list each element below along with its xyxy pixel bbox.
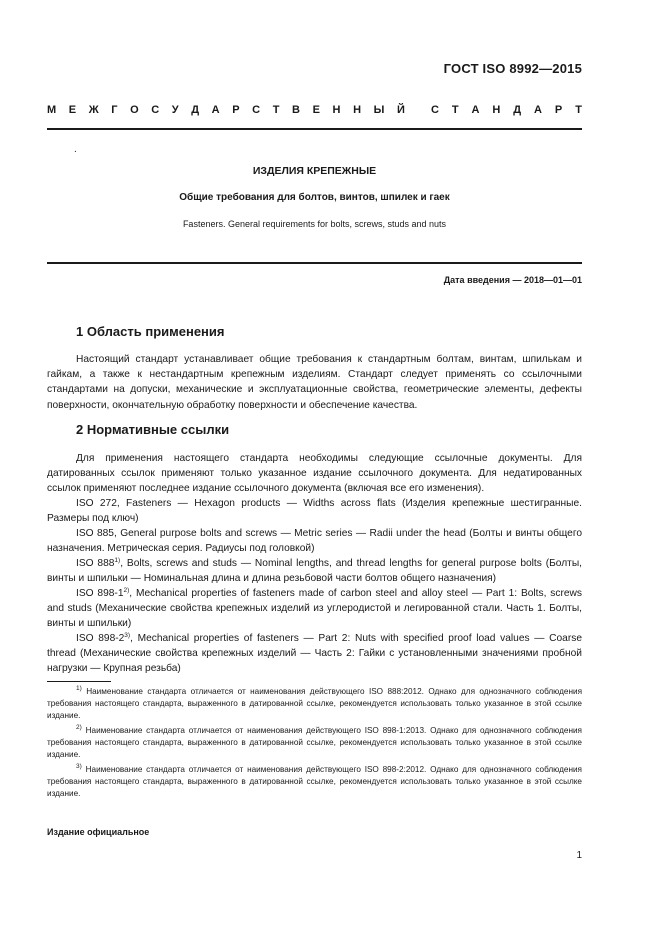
title-divider (47, 262, 582, 264)
section-2-intro: Для применения настоящего стандарта необходимы следующие ссылочные документы. Для датированных ссылок применяют только указанное издание ссылочного документа. Для недатированных ссылок применяют последнее издание ссылочного документа (включая все его изменения). (47, 453, 582, 495)
banner-letter: Н (332, 104, 341, 116)
reference-item (47, 556, 582, 586)
section-1-heading: 1 Область применения (76, 324, 225, 339)
reference-item (47, 631, 582, 677)
title-english: Fasteners. General requirements for bolts, screws, studs and nuts (182, 219, 447, 229)
section-2-heading: 2 Нормативные ссылки (76, 422, 230, 437)
banner-letter: Й (396, 104, 405, 116)
subtitle-russian: Общие требования для болтов, винтов, шпилек и гаек (179, 192, 450, 203)
standard-type-banner (47, 104, 582, 116)
banner-letter: Е (68, 104, 77, 116)
footnote-mark: 3) (76, 763, 82, 770)
banner-letter: Д (513, 104, 522, 116)
banner-letter: Ж (88, 104, 99, 116)
footnote-marker[interactable]: 3) (124, 632, 131, 639)
reference-text: , Bolts, screws and studs — Nominal lengths, and thread lengths for general purpose bolts (Болты, винты и шпильки — Номинальная длина и длина резьбовой части болтов общего назначения) (47, 558, 582, 585)
footnote-divider (47, 681, 111, 682)
official-edition-label: Издание официальное (47, 827, 150, 837)
footnote-mark: 1) (76, 685, 82, 692)
reference-item (47, 586, 582, 632)
banner-letter: О (130, 104, 139, 116)
reference-item (47, 526, 582, 556)
banner-letter: Н (353, 104, 362, 116)
banner-letter: Р (232, 104, 240, 116)
reference-text: ISO 885, General purpose bolts and screws — Metric series — Radii under the head (Болты и винты общего назначения. Метрическая серия. Радиусы под головкой) (47, 528, 582, 555)
banner-letter: Д (191, 104, 200, 116)
banner-letter: Р (554, 104, 563, 116)
marker-dot: . (74, 144, 77, 155)
banner-letter: С (252, 104, 261, 116)
page-number: 1 (576, 850, 582, 861)
banner-letter: Г (111, 104, 118, 116)
banner-letter: У (171, 104, 179, 116)
reference-text: ISO 888 (76, 558, 115, 569)
footnote-text: Наименование стандарта отличается от наименования действующего ISO 898-2:2012. Однако для однозначного соблюдения требования настоящего стандарта, выраженного в датированной ссылке, рекомендуется использовать только указанное в этой ссылке издание. (47, 765, 582, 799)
footnote-mark: 2) (76, 724, 82, 731)
banner-letter: А (534, 104, 542, 116)
footnote-marker[interactable]: 2) (123, 587, 130, 594)
banner-letter: С (151, 104, 160, 116)
standard-type-word-1 (47, 104, 405, 116)
footnote (47, 764, 582, 801)
banner-letter: А (211, 104, 220, 116)
header-divider (47, 128, 582, 130)
banner-letter: М (47, 104, 57, 116)
title-russian: ИЗДЕЛИЯ КРЕПЕЖНЫЕ (252, 165, 377, 177)
banner-letter: Н (492, 104, 501, 116)
document-number: ГОСТ ISO 8992—2015 (443, 61, 582, 76)
reference-text: , Mechanical properties of fasteners — Part 2: Nuts with specified proof load values — Coarse thread (Механические свойства крепежных изделий — Часть 2: Гайки с установленными значениями пробной нагрузки — Крупная резьба) (47, 633, 582, 675)
reference-item (47, 496, 582, 526)
banner-letter: В (292, 104, 300, 116)
reference-text: ISO 272, Fasteners — Hexagon products — Widths across flats (Изделия крепежные шестигранные. Размеры под ключ) (47, 498, 582, 525)
section-1-text: Настоящий стандарт устанавливает общие требования к стандартным болтам, винтам, шпилькам и гайкам, а также к нестандартным крепежным изделиям. Стандарт следует применять со ссылочными стандартами на допуски, механические и эксплуатационные свойства, геометрические элементы, дефекты поверхности, окончательную обработку поверхности и обеспечение качества. (47, 354, 582, 411)
banner-letter: Т (272, 104, 280, 116)
introduction-date: Дата введения — 2018—01—01 (443, 275, 582, 285)
banner-letter: Т (575, 104, 582, 116)
banner-letter: Ы (373, 104, 385, 116)
banner-letter: С (431, 104, 439, 116)
footnote-text: Наименование стандарта отличается от наименования действующего ISO 888:2012. Однако для однозначного соблюдения требования настоящего стандарта, выраженного в датированной ссылке, рекомендуется использовать только указанное в этой ссылке издание. (47, 687, 582, 721)
footnote (47, 686, 582, 723)
standard-type-word-2 (431, 104, 582, 116)
reference-text: ISO 898-2 (76, 633, 125, 644)
footnote-text: Наименование стандарта отличается от наименования действующего ISO 898-1:2013. Однако для однозначного соблюдения требования настоящего стандарта, выраженного в датированной ссылке, рекомендуется использовать только указанное в этой ссылке издание. (47, 726, 582, 760)
banner-letter: Т (451, 104, 459, 116)
footnote (47, 725, 582, 762)
footnote-marker[interactable]: 1) (114, 557, 121, 564)
reference-text: , Mechanical properties of fasteners made of carbon steel and alloy steel — Part 1: Bolts, screws and studs (Механические свойства крепежных изделий из углеродистой и легированной стали. Часть 1. Болты, винты и шпильки) (47, 588, 582, 630)
banner-letter: А (471, 104, 480, 116)
banner-letter: Е (312, 104, 320, 116)
reference-text: ISO 898-1 (76, 588, 124, 599)
